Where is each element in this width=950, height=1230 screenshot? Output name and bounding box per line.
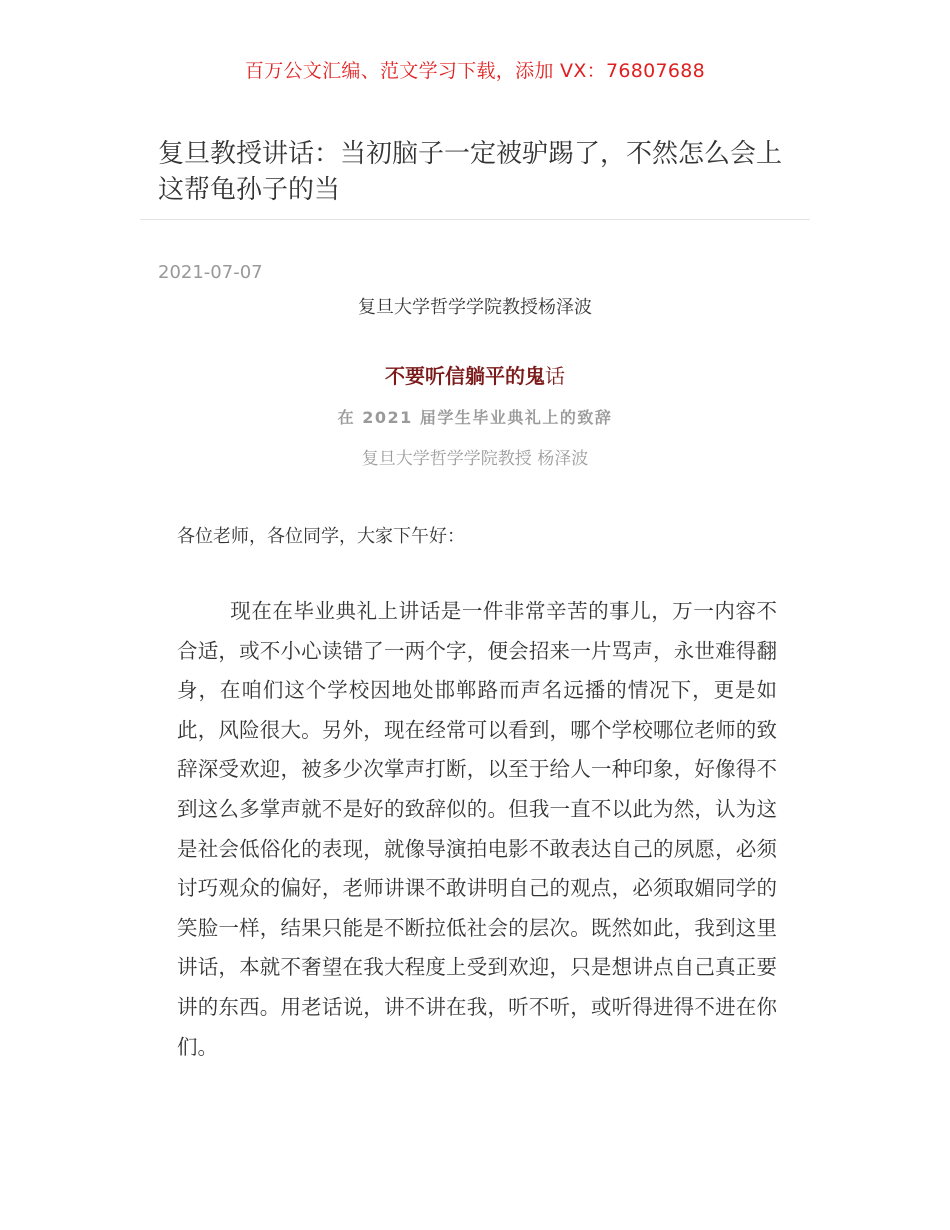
speech-occasion: 在 2021 届学生毕业典礼上的致辞	[337, 408, 613, 427]
speech-title-main: 不要听信躺平的鬼	[385, 364, 545, 388]
title-divider	[140, 219, 810, 220]
body-paragraph: 现在在毕业典礼上讲话是一件非常辛苦的事儿，万一内容不合适，或不小心读错了一两个字，便会招来一片骂声，永世难得翻身，在咱们这个学校因地处邯郸路而声名远播的情况下，更是如此，风险很大。另外，现在经常可以看到，哪个学校哪位老师的致辞深受欢迎，被多少次掌声打断，以至于给人一种印象，好像得不到这么多掌声就不是好的致辞似的。但我一直不以此为然，认为这是社会低俗化的表现，就像导演拍电影不敢表达自己的夙愿，必须讨巧观众的偏好，老师讲课不敢讲明自己的观点，必须取媚同学的笑脸一样，结果只能是不断拉低社会的层次。既然如此，我到这里讲话，本就不奢望在我大程度上受到欢迎，只是想讲点自己真正要讲的东西。用老话说，讲不讲在我，听不听，或听得进得不进在你们。	[177, 599, 777, 1059]
publish-date: 2021-07-07	[158, 262, 263, 283]
article-title: 复旦教授讲话：当初脑子一定被驴踢了，不然怎么会上这帮龟孙子的当	[158, 139, 783, 205]
speaker-line: 复旦大学哲学学院教授 杨泽波	[361, 449, 589, 469]
salutation: 各位老师，各位同学，大家下午好：	[177, 526, 465, 547]
author-byline: 复旦大学哲学学院教授杨泽波	[358, 297, 592, 318]
speech-title	[0, 360, 950, 389]
speech-title-tail: 话	[545, 364, 565, 388]
promo-banner: 百万公文汇编、范文学习下载，添加 VX：76807688	[244, 60, 706, 82]
